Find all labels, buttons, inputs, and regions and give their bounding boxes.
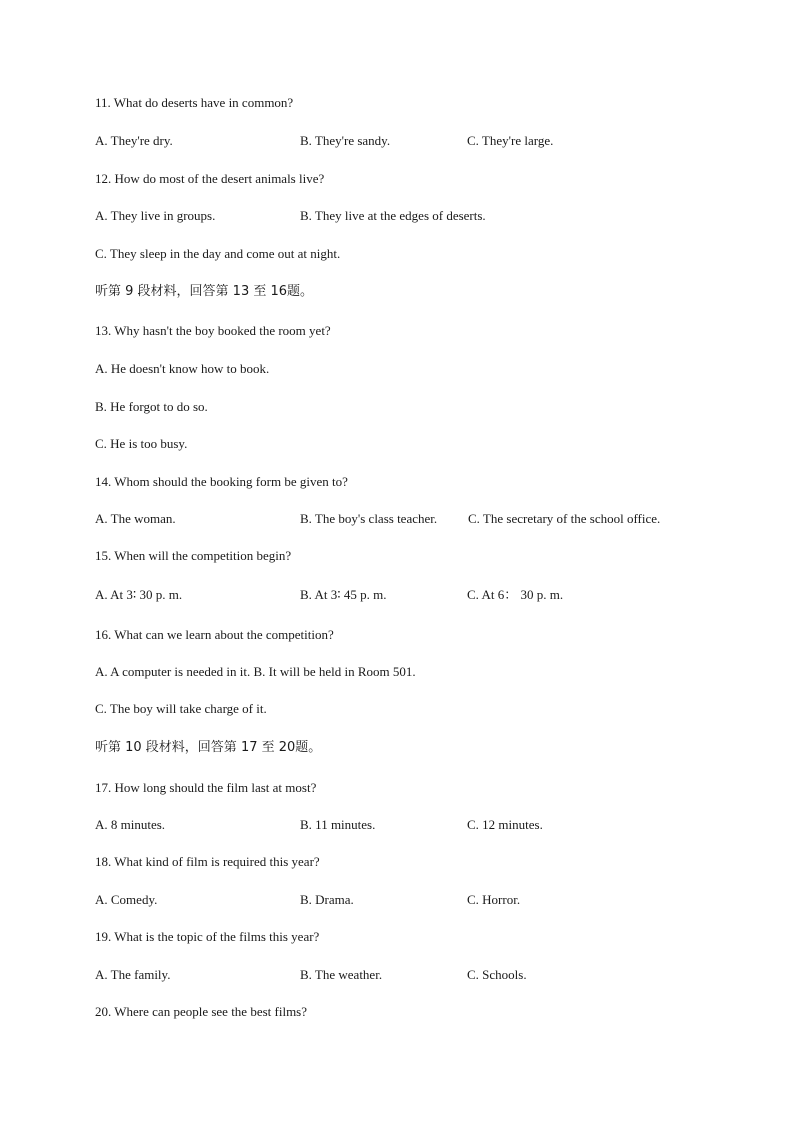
question-13-option-c: C. He is too busy. <box>95 436 188 451</box>
question-14-option-b: B. The boy's class teacher. <box>300 511 438 526</box>
question-17-option-b: B. 11 minutes. <box>300 817 376 832</box>
question-11-option-c: C. They're large. <box>467 133 554 148</box>
question-16-stem: 16. What can we learn about the competition? <box>95 627 334 642</box>
question-17-option-c: C. 12 minutes. <box>467 817 543 832</box>
question-11-stem: 11. What do deserts have in common? <box>95 95 294 110</box>
question-12-option-b: B. They live at the edges of deserts. <box>300 208 486 223</box>
question-12-option-c: C. They sleep in the day and come out at night. <box>95 246 341 261</box>
question-19-option-a: A. The family. <box>95 967 171 982</box>
question-18-option-c: C. Horror. <box>467 892 521 907</box>
question-19-stem: 19. What is the topic of the films this year? <box>95 929 320 944</box>
question-19-option-b: B. The weather. <box>300 967 383 982</box>
question-14-option-c: C. The secretary of the school office. <box>468 511 661 526</box>
question-18-option-a: A. Comedy. <box>95 892 158 907</box>
question-17-option-a: A. 8 minutes. <box>95 817 166 832</box>
question-15-option-c: C. At 6： 30 p. m. <box>467 587 564 602</box>
question-14-option-a: A. The woman. <box>95 511 176 526</box>
question-11-option-b: B. They're sandy. <box>300 133 391 148</box>
question-16-options-ab: A. A computer is needed in it. B. It will be held in Room 501. <box>95 664 416 679</box>
question-20-stem: 20. Where can people see the best films? <box>95 1004 308 1019</box>
question-13-option-b: B. He forgot to do so. <box>95 399 208 414</box>
question-18-option-b: B. Drama. <box>300 892 354 907</box>
question-15-option-b: B. At 3∶ 45 p. m. <box>300 587 387 602</box>
section-10-instruction: 听第 10 段材料，回答第 17 至 20题。 <box>95 740 322 755</box>
section-9-instruction: 听第 9 段材料，回答第 13 至 16题。 <box>95 284 314 299</box>
question-14-stem: 14. Whom should the booking form be given to? <box>95 474 348 489</box>
question-16-option-c: C. The boy will take charge of it. <box>95 701 267 716</box>
question-15-option-a: A. At 3∶ 30 p. m. <box>95 587 183 602</box>
question-12-option-a: A. They live in groups. <box>95 208 216 223</box>
question-13-option-a: A. He doesn't know how to book. <box>95 361 270 376</box>
question-13-stem: 13. Why hasn't the boy booked the room yet? <box>95 323 331 338</box>
question-15-stem: 15. When will the competition begin? <box>95 548 292 563</box>
question-11-option-a: A. They're dry. <box>95 133 173 148</box>
question-19-option-c: C. Schools. <box>467 967 527 982</box>
question-17-stem: 17. How long should the film last at most? <box>95 780 317 795</box>
question-18-stem: 18. What kind of film is required this year? <box>95 854 320 869</box>
question-12-stem: 12. How do most of the desert animals live? <box>95 171 325 186</box>
